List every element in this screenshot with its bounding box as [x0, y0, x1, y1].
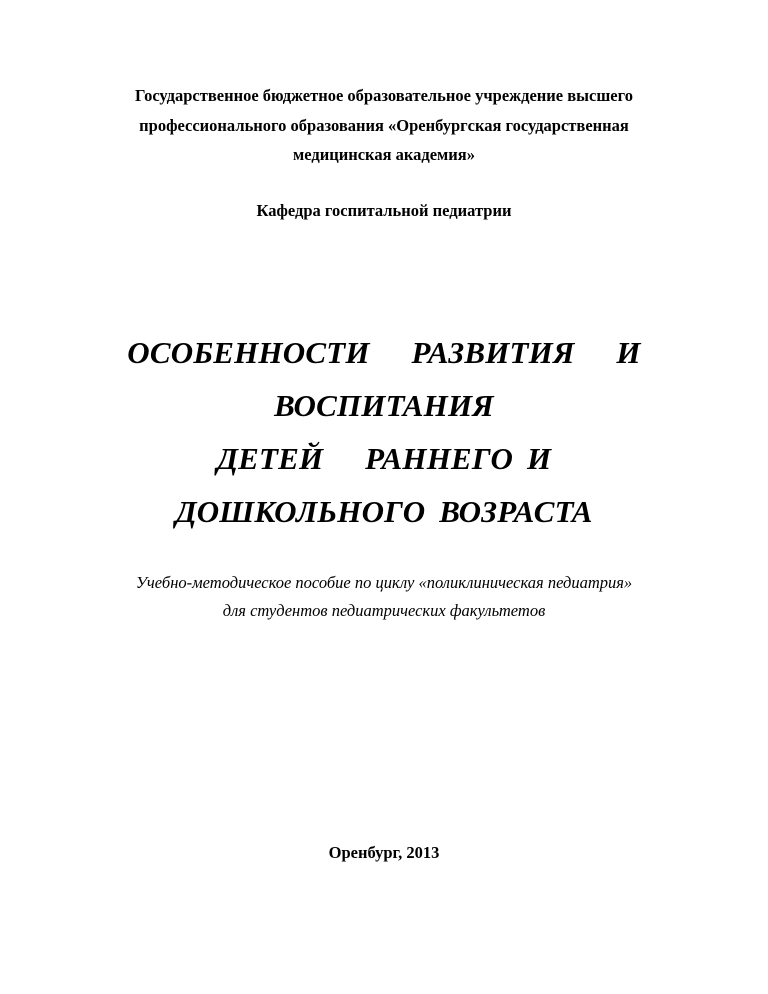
subtitle-line-1: Учебно-методическое пособие по циклу «поликлиническая педиатрия»: [135, 573, 633, 592]
title-line-4: ДОШКОЛЬНОГО ВОЗРАСТА: [175, 494, 593, 529]
city-year: Оренбург, 2013: [328, 843, 440, 862]
institution-line-3: медицинская академия»: [293, 145, 475, 164]
title-line-2: ВОСПИТАНИЯ: [274, 388, 494, 423]
institution-line-2: профессионального образования «Оренбургская государственная: [139, 116, 629, 135]
subtitle-line-2: для студентов педиатрических факультетов: [222, 601, 546, 620]
title-line-1: ОСОБЕННОСТИ РАЗВИТИЯ И: [127, 335, 641, 370]
title-line-3: ДЕТЕЙ РАННЕГО И: [216, 441, 552, 476]
department-name: Кафедра госпитальной педиатрии: [256, 201, 512, 220]
institution-line-1: Государственное бюджетное образовательное учреждение высшего: [135, 86, 633, 105]
